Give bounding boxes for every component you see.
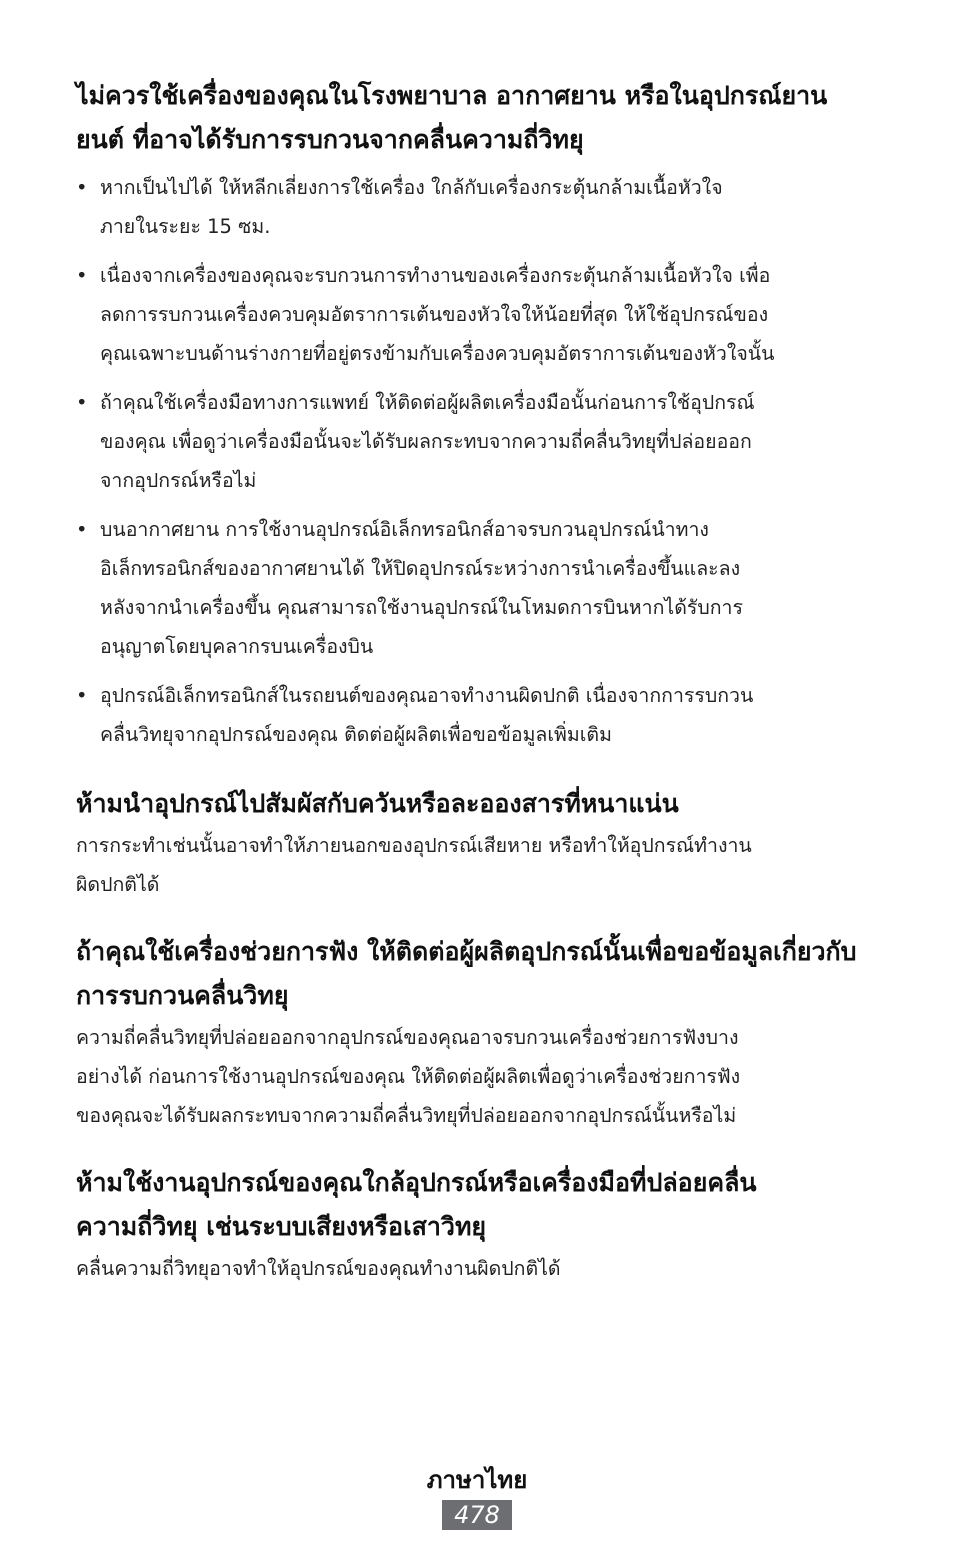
heading-line: ไม่ควรใช้เครื่องของคุณในโรงพยาบาล อากาศยาน หรือในอุปกรณ์ยาน [76,81,828,110]
body-line: การกระทำเช่นนั้นอาจทำให้ภายนอกของอุปกรณ์เสียหาย หรือทำให้อุปกรณ์ทำงาน [76,834,752,857]
page-number: 478 [442,1500,512,1530]
bullet-dot: • [76,518,88,541]
footer-language: ภาษาไทย [426,1466,528,1494]
bullet-line: อนุญาตโดยบุคลากรบนเครื่องบิน [100,635,374,658]
bullet-line: คุณเฉพาะบนด้านร่างกายที่อยู่ตรงข้ามกับเครื่องควบคุมอัตราการเต้นของหัวใจนั้น [100,342,775,365]
bullet-item [76,510,876,666]
bullet-line: หลังจากนำเครื่องขึ้น คุณสามารถใช้งานอุปกรณ์ในโหมดการบินหากได้รับการ [100,596,743,619]
section-body [76,1249,876,1288]
section-radio-equipment [76,1161,876,1288]
bullet-line: เนื่องจากเครื่องของคุณจะรบกวนการทำงานของเครื่องกระตุ้นกล้ามเนื้อหัวใจ เพื่อ [100,264,771,287]
body-line: คลื่นความถี่วิทยุอาจทำให้อุปกรณ์ของคุณทำงานผิดปกติได้ [76,1257,561,1280]
bullet-line: จากอุปกรณ์หรือไม่ [100,469,257,492]
heading-line: ความถี่วิทยุ เช่นระบบเสียงหรือเสาวิทยุ [76,1212,487,1241]
bullet-line: คลื่นวิทยุจากอุปกรณ์ของคุณ ติดต่อผู้ผลิตเพื่อขอข้อมูลเพิ่มเติม [100,723,612,746]
bullet-dot: • [76,684,88,707]
bullet-item [76,168,876,246]
bullet-dot: • [76,264,88,287]
bullet-line: ลดการรบกวนเครื่องควบคุมอัตราการเต้นของหัวใจให้น้อยที่สุด ให้ใช้อุปกรณ์ของ [100,303,769,326]
bullet-line: หากเป็นไปได้ ให้หลีกเลี่ยงการใช้เครื่อง ใกล้กับเครื่องกระตุ้นกล้ามเนื้อหัวใจ [100,176,723,199]
bullet-list [76,168,876,754]
heading-line: ห้ามใช้งานอุปกรณ์ของคุณใกล้อุปกรณ์หรือเครื่องมือที่ปล่อยคลื่น [76,1168,757,1197]
bullet-item [76,383,876,500]
bullet-line: บนอากาศยาน การใช้งานอุปกรณ์อิเล็กทรอนิกส์อาจรบกวนอุปกรณ์นำทาง [100,518,709,541]
section-heading [76,74,876,162]
bullet-item [76,256,876,373]
section-hearing-aid [76,930,876,1135]
bullet-line: ถ้าคุณใช้เครื่องมือทางการแพทย์ ให้ติดต่อผู้ผลิตเครื่องมือนั้นก่อนการใช้อุปกรณ์ [100,391,755,414]
section-heading [76,1161,876,1249]
body-line: ผิดปกติได้ [76,873,160,896]
body-line: ของคุณจะได้รับผลกระทบจากความถี่คลื่นวิทยุที่ปล่อยออกจากอุปกรณ์นั้นหรือไม่ [76,1104,737,1127]
bullet-item [76,676,876,754]
section-radio-interference [76,74,876,754]
bullet-line: ของคุณ เพื่อดูว่าเครื่องมือนั้นจะได้รับผลกระทบจากความถี่คลื่นวิทยุที่ปล่อยออก [100,430,752,453]
heading-line: ห้ามนำอุปกรณ์ไปสัมผัสกับควันหรือละอองสารที่หนาแน่น [76,789,679,818]
section-body [76,826,876,904]
body-line: อย่างได้ ก่อนการใช้งานอุปกรณ์ของคุณ ให้ติดต่อผู้ผลิตเพื่อดูว่าเครื่องช่วยการฟัง [76,1065,741,1088]
heading-line: การรบกวนคลื่นวิทยุ [76,981,289,1010]
bullet-line: อุปกรณ์อิเล็กทรอนิกส์ในรถยนต์ของคุณอาจทำงานผิดปกติ เนื่องจากการรบกวน [100,684,754,707]
heading-line: ถ้าคุณใช้เครื่องช่วยการฟัง ให้ติดต่อผู้ผลิตอุปกรณ์นั้นเพื่อขอข้อมูลเกี่ยวกับ [76,937,857,966]
bullet-line: อิเล็กทรอนิกส์ของอากาศยานได้ ให้ปิดอุปกรณ์ระหว่างการนำเครื่องขึ้นและลง [100,557,741,580]
bullet-line: ภายในระยะ 15 ซม. [100,215,271,238]
heading-line: ยนต์ ที่อาจได้รับการรบกวนจากคลื่นความถี่วิทยุ [76,125,584,154]
bullet-dot: • [76,391,88,414]
section-smoke [76,782,876,904]
section-body [76,1018,876,1135]
body-line: ความถี่คลื่นวิทยุที่ปล่อยออกจากอุปกรณ์ของคุณอาจรบกวนเครื่องช่วยการฟังบาง [76,1026,739,1049]
page-content [76,74,876,1288]
section-heading [76,782,876,826]
bullet-dot: • [76,176,88,199]
section-heading [76,930,876,1018]
page-footer [0,1462,954,1530]
